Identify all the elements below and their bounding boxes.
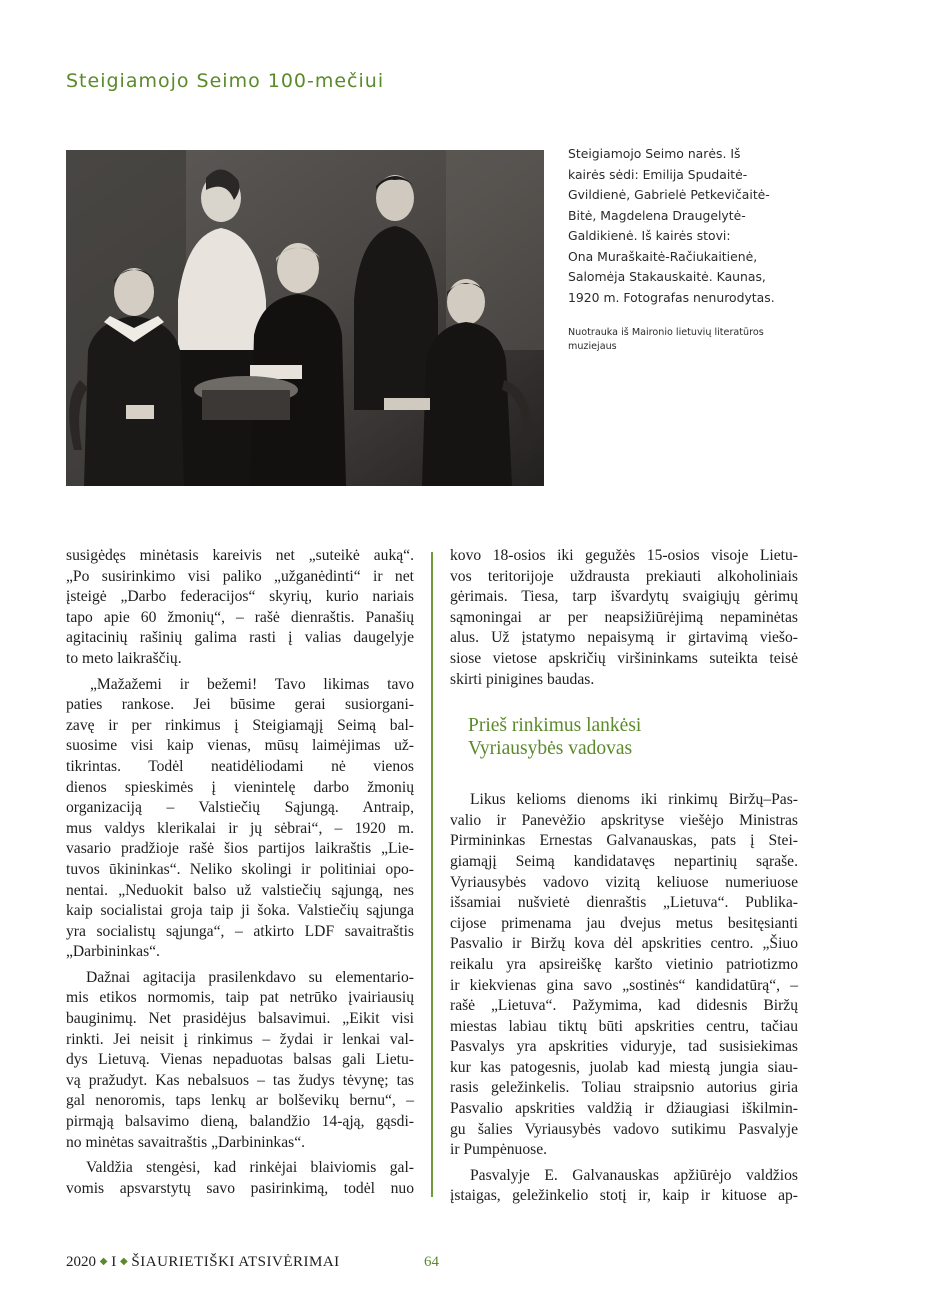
text-line: ir Pumpėnuose. xyxy=(450,1141,548,1159)
text-line: Pirmininkas Ernestas Galvanauskas, pats į Stei- xyxy=(450,832,798,850)
caption-line: Bitė, Magdelena Draugelytė- xyxy=(568,207,746,223)
paragraph xyxy=(450,1166,798,1207)
left-column xyxy=(66,546,414,1199)
text-line: įstaigas, geležinkelio stotį ir, kaip ir kituose ap- xyxy=(450,1187,798,1205)
text-line: no minėtas savaitraštis „Darbininkas“. xyxy=(66,1133,306,1151)
caption-line: 1920 m. Fotografas nenurodytas. xyxy=(568,289,775,305)
historical-photo xyxy=(66,150,544,486)
text-line: vasario pradžioje rašė šios partijos laikraštis „Lie- xyxy=(66,840,414,858)
text-line: reikalu yra apsireiškę karšto vietinio patriotizmo xyxy=(450,955,798,973)
text-line: mis etikos normomis, taip pat netrūko įvairiausių xyxy=(66,989,414,1007)
text-line: Pasvalio ir Biržų kova dėl apskrities centro. „Šiuo xyxy=(450,935,798,953)
running-header: Steigiamojo Seimo 100-mečiui xyxy=(66,70,385,92)
text-line: valio ir Panevėžio apskrityse viešėjo Ministras xyxy=(450,811,798,829)
text-line: miestas labiau tiktų būti apskrities centru, tačiau xyxy=(450,1017,798,1035)
page-number: 64 xyxy=(424,1254,439,1270)
text-line: tikrintas. Todėl neatidėliodami nė vienos xyxy=(66,757,414,775)
section-subheading xyxy=(450,714,798,760)
text-line: kur kas patogesnis, juolab kad miestą jungia siau- xyxy=(450,1058,798,1076)
text-line: organizaciją – Valstiečių Sąjungą. Antraip, xyxy=(66,799,414,817)
text-line: sąmoningai ar per neapsižiūrėjimą nepaminėtas xyxy=(450,608,798,626)
text-line: vos teritorijoje uždrausta prekiauti alkoholiniais xyxy=(450,567,798,585)
text-line: „Po susirinkimo visi paliko „užganėdinti“ ir net xyxy=(66,567,414,585)
text-line: dienos spieskimės į vienintelę darbo žmonių xyxy=(66,778,414,796)
footer-publication: ŠIAURIETIŠKI ATSIVĖRIMAI xyxy=(131,1254,340,1270)
text-line: įsteigė „Darbo federacijos“ skyrių, kurio nariais xyxy=(66,588,414,606)
text-line: rasis geležinkelis. Toliau straipsnio autorius giria xyxy=(450,1079,798,1097)
text-line: Vyriausybės vadovo vizitą keliuose numeriuose xyxy=(450,873,798,891)
text-line: Dažnai agitacija prasilenkdavo su elementario- xyxy=(86,968,414,986)
text-line: kaip socialistai groja taip ji šoka. Valstiečių sąjunga xyxy=(66,902,414,920)
text-line: to meto laikraščių. xyxy=(66,649,182,667)
text-line: „Darbininkas“. xyxy=(66,943,160,961)
diamond-icon: ◆ xyxy=(119,1256,128,1267)
credit-line: muziejaus xyxy=(568,340,617,352)
text-line: tapo apie 60 žmonių“, – rašė dienraštis. Panašių xyxy=(66,608,414,626)
text-line: vą pražudyt. Kas nebalsuos – tas žudys tėvynę; tas xyxy=(66,1071,414,1089)
text-line: Valdžia stengėsi, kad rinkėjai blaiviomis gal- xyxy=(86,1159,414,1177)
text-line: mus valdys klerikalai ir jų sėbrai“, – 1920 m. xyxy=(66,819,414,837)
text-line: paties rankose. Jei būsime gerai susiorgani- xyxy=(66,696,414,714)
caption-line: Gvildienė, Gabrielė Petkevičaitė- xyxy=(568,187,770,202)
text-line: rinkti. Jei neisit į rinkimus – žydai ir lenkai val- xyxy=(66,1030,414,1048)
text-line: „Mažažemi ir bežemi! Tavo likimas tavo xyxy=(90,675,414,693)
text-line: gal nenoromis, taps lenkų ar bolševikų bernu“, – xyxy=(66,1092,414,1110)
text-line: tuvos ūkininkas“. Neliko skolingi ir politiniai opo- xyxy=(66,860,414,878)
photo-credit xyxy=(568,326,808,353)
text-line: kovo 18-osios iki gegužės 15-osios visoje Lietu- xyxy=(450,547,798,564)
text-line: cijose primenama jau dvejus metus besitęsianti xyxy=(450,914,798,932)
subheading-line: Vyriausybės vadovas xyxy=(468,738,633,760)
text-line: suosime visi kaip vienas, mūsų laimėjimas už- xyxy=(66,737,414,755)
text-line: bauginimų. Net prasidėjus balsavimui. „Eikit visi xyxy=(66,1010,414,1028)
caption-line: Steigiamojo Seimo narės. Iš xyxy=(568,146,741,161)
credit-line: Nuotrauka iš Maironio lietuvių literatūros xyxy=(568,327,764,338)
text-line: Pasvalys yra apskrities viduryje, tad susisiekimas xyxy=(450,1038,798,1056)
paragraph xyxy=(66,546,414,670)
photo-caption xyxy=(568,144,808,308)
right-column xyxy=(450,546,798,1207)
diamond-icon: ◆ xyxy=(99,1256,108,1267)
text-line: gėrimais. Tiesa, tarp išvardytų svaigiųjų gėrimų xyxy=(450,588,798,606)
text-line: Pasvalio apskrities valdžią ir džiaugiasi iškilmin- xyxy=(450,1100,798,1118)
subheading-line: Prieš rinkimus lankėsi xyxy=(468,715,642,737)
paragraph xyxy=(450,790,798,1161)
page-footer xyxy=(66,1254,340,1271)
text-line: alus. Už įstatymo nepaisymą ir girtavimą viešo- xyxy=(450,629,798,647)
caption-line: Galdikienė. Iš kairės stovi: xyxy=(568,228,731,243)
paragraph xyxy=(450,546,798,690)
text-line: susigėdęs minėtasis kareivis net „suteikė auką“. xyxy=(66,547,414,564)
paragraph xyxy=(66,968,414,1153)
text-line: nentai. „Neduokit balso už valstiečių sąjungą, nes xyxy=(66,881,414,899)
text-line: pirmąją balsavimo dieną, balandžio 14-ąją, gąsdi- xyxy=(66,1113,414,1131)
footer-year: 2020 xyxy=(66,1254,96,1270)
text-line: giamąjį Seimą kandidatavęs nepartinių sąraše. xyxy=(450,852,798,870)
text-line: vomis apsvarstytų savo pasirinkimą, todėl nuo xyxy=(66,1179,414,1197)
text-line: Pasvalyje E. Galvanauskas apžiūrėjo valdžios xyxy=(470,1166,798,1184)
text-line: išsamiai nušvietė dienraštis „Lietuva“. Publika- xyxy=(450,894,798,912)
caption-line: Ona Muraškaitė-Račiukaitienė, xyxy=(568,248,758,264)
text-line: agitacinių rašinių galima rasti į valias daugelyje xyxy=(66,629,414,647)
caption-line: Salomėja Stakauskaitė. Kaunas, xyxy=(568,269,766,284)
text-line: rašė „Lietuva“. Pažymima, kad didesnis Biržų xyxy=(450,997,798,1015)
text-line: skirti pinigines baudas. xyxy=(450,670,595,688)
caption-line: kairės sėdi: Emilija Spudaitė- xyxy=(568,166,748,182)
footer-issue: I xyxy=(111,1254,117,1270)
paragraph xyxy=(66,675,414,963)
text-line: ir kiekvienas gina savo „sostinės“ kandidatūrą“, – xyxy=(450,976,798,994)
text-line: Likus kelioms dienoms iki rinkimų Biržų–Pas- xyxy=(470,791,798,809)
text-line: zavę ir per rinkimus į Steigiamąjį Seimą bal- xyxy=(66,716,414,734)
paragraph xyxy=(66,1158,414,1199)
photo-illustration xyxy=(66,150,544,486)
text-line: gu šalies Vyriausybės vadovo sutikimu Pasvalyje xyxy=(450,1120,798,1138)
text-line: dys Lietuvą. Vienas nepaduotas balsas gali Lietu- xyxy=(66,1051,414,1069)
column-divider xyxy=(431,552,433,1197)
text-line: yra socialistų sąjunga“, – atkirto LDF savaitraštis xyxy=(66,922,414,940)
text-line: siose vietose apskričių viršininkams suteikta teisė xyxy=(450,649,798,667)
